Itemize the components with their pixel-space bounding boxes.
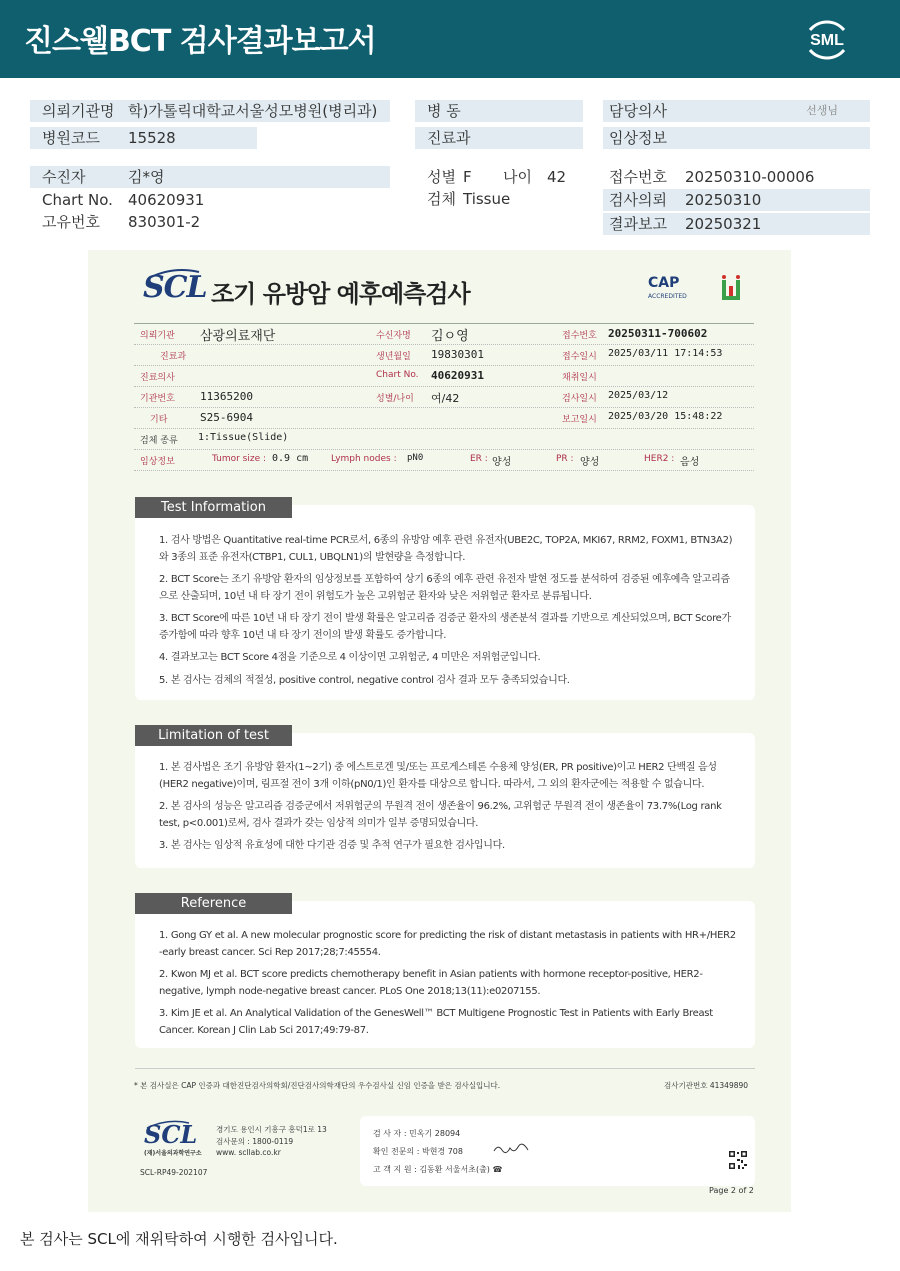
info-key: 검체 종류 [140, 436, 178, 446]
patient-row [30, 166, 390, 188]
page-title: 진스웰BCT 검사결과보고서 [24, 24, 376, 59]
info-key: 진료의사 [140, 373, 175, 383]
tester-line: 검 사 자 : 민옥기 28094 [373, 1129, 461, 1138]
info-key: 접수일시 [562, 352, 597, 362]
info-value: 20250311-700602 [608, 327, 708, 340]
info-value: 2025/03/12 [608, 390, 669, 401]
info-value: 양성 [492, 457, 512, 468]
table-row [134, 429, 754, 450]
request-value: 20250310 [685, 191, 762, 209]
test-info-box [135, 505, 755, 700]
form-number: SCL-RP49-202107 [140, 1168, 208, 1177]
scl-logo: SCL [143, 270, 207, 305]
doctor-suffix: 선생님 [806, 104, 838, 117]
footer-phone: 검사문의 : 1800-0119 [216, 1137, 294, 1146]
footer-address: 경기도 용인시 기흥구 흥덕1로 13 [216, 1125, 327, 1134]
footer-org: (재)서울의과학연구소 [144, 1150, 202, 1157]
test-info-item: 4. 결과보고는 BCT Score 4점을 기준으로 4 이상이면 고위험군, 4 미만은 저위험군입니다. [159, 652, 541, 663]
info-key: 수신자명 [376, 331, 411, 341]
test-info-item: 1. 검사 방법은 Quantitative real-time PCR로서, 6종의 유방암 예후 관련 유전자(UBE2C, TOP2A, MKI67, RRM2, FOXM1, BTN3A2)와 3종의 표준 유전자(CTBP1, CUL1, UBQLN1)의 발현량을 측정합니다. [159, 535, 733, 563]
info-value: S25-6904 [200, 411, 253, 424]
table-row [134, 324, 754, 345]
info-value: 0.9 cm [272, 453, 309, 464]
institution-label: 의뢰기관명 [42, 102, 115, 120]
cap-text: CAP [648, 275, 680, 291]
receipt-label: 접수번호 [609, 168, 667, 186]
request-label: 검사의뢰 [609, 191, 667, 209]
specimen-label: 검체 [427, 190, 456, 208]
report-info-table [134, 323, 754, 468]
info-key: 성별/나이 [376, 394, 414, 404]
lab-number: 검사기관번호 41349890 [664, 1081, 749, 1090]
svg-text:SML: SML [810, 32, 844, 49]
institution-row [30, 100, 390, 122]
reference-item: 1. Gong GY et al. A new molecular prognostic score for predicting the risk of distant metastasis in patients with HR+/HER2 -early breast cancer. Sci Rep 2017;28;7:45554. [159, 930, 736, 958]
dept-row [415, 127, 583, 149]
sex-age-row [427, 166, 587, 188]
reference-heading: Reference [135, 893, 292, 914]
limitation-item: 3. 본 검사는 임상적 유효성에 대한 다기관 검증 및 추적 연구가 필요한 검사입니다. [159, 840, 505, 851]
info-key: Chart No. [376, 370, 419, 380]
info-value: 음성 [680, 457, 700, 468]
result-label: 결과보고 [609, 215, 667, 233]
signature-image [492, 1142, 532, 1156]
page-number: Page 2 of 2 [709, 1186, 754, 1195]
cap-accredited-badge [648, 276, 718, 301]
info-key: 진료과 [160, 352, 187, 362]
info-key: ER : [470, 454, 488, 464]
sml-logo [800, 12, 854, 66]
info-key: Lymph nodes : [331, 454, 397, 464]
info-value: 여/42 [431, 392, 460, 405]
table-row [134, 408, 754, 429]
limitation-heading: Limitation of test [135, 725, 292, 746]
info-key: 생년월일 [376, 352, 411, 362]
info-key: 보고일시 [562, 415, 597, 425]
test-info-heading: Test Information [135, 497, 292, 518]
doctor-label: 담당의사 [609, 102, 667, 120]
info-key: 임상정보 [140, 457, 175, 467]
limitation-box [135, 733, 755, 868]
specimen-value: Tissue [463, 190, 511, 208]
doctor-row [603, 100, 870, 122]
info-value: 김ㅇ영 [431, 329, 469, 344]
hospital-code-value: 15528 [128, 129, 176, 147]
dept-label: 진료과 [427, 129, 471, 147]
info-value: 11365200 [200, 390, 253, 403]
uid-value: 830301-2 [128, 213, 201, 231]
sex-label: 성별 [427, 168, 456, 186]
hospital-code-label: 병원코드 [42, 129, 100, 147]
info-key: HER2 : [644, 454, 675, 464]
reference-item: 3. Kim JE et al. An Analytical Validation of the GenesWell™ BCT Multigene Prognostic Test in Patients with Early Breast Cancer. Korean J Clin Lab Sci 2017;49:79-87. [159, 1008, 713, 1036]
ward-row [415, 100, 583, 122]
cert-note: * 본 검사실은 CAP 인증과 대한진단검사의학회/진단검사의학재단의 우수검사실 신임 인증을 받은 검사실입니다. [134, 1081, 501, 1090]
info-value: pN0 [407, 453, 424, 463]
info-value: 2025/03/11 17:14:53 [608, 348, 723, 359]
qr-code-icon [728, 1150, 748, 1170]
confirm-line: 확인 전문의 : 박현경 708 [373, 1147, 463, 1156]
info-key: Tumor size : [212, 454, 267, 464]
limitation-item: 2. 본 검사의 성능은 알고리즘 검증군에서 저위험군의 무원격 전이 생존율이 96.2%, 고위험군 무원격 전이 생존율이 73.7%(Log rank test, p<0.001)로써, 검사 결과가 갖는 임상적 의미가 일부 증명되었습니다. [159, 801, 722, 829]
info-key: 의뢰기관 [140, 331, 175, 341]
clinical-row [603, 127, 870, 149]
info-key: PR : [556, 454, 574, 464]
chart-label: Chart No. [42, 191, 113, 209]
signature-box [360, 1116, 755, 1186]
ward-label: 병 동 [427, 102, 461, 120]
cap-sub: ACCREDITED [648, 293, 687, 300]
info-value: 2025/03/20 15:48:22 [608, 411, 723, 422]
info-value: 19830301 [431, 348, 484, 361]
reference-item: 2. Kwon MJ et al. BCT score predicts chemotherapy benefit in Asian patients with hormone receptor-positive, HER2-negative, lymph node-negative breast cancer. PLoS One 2018;13(11):e0207155. [159, 969, 703, 997]
info-key: 검사일시 [562, 394, 597, 404]
clinical-label: 임상정보 [609, 129, 667, 147]
info-value: 양성 [580, 457, 600, 468]
result-row [603, 213, 870, 235]
specimen-row [427, 188, 587, 210]
footer-website: www. scllab.co.kr [216, 1148, 281, 1157]
table-row [134, 450, 754, 471]
uid-label: 고유번호 [42, 213, 100, 231]
table-row [134, 345, 754, 366]
test-info-item: 5. 본 검사는 검체의 적절성, positive control, negative control 검사 결과 모두 충족되었습니다. [159, 675, 570, 686]
request-row [603, 189, 870, 211]
result-value: 20250321 [685, 215, 762, 233]
report-title: 조기 유방암 예후예측검사 [211, 280, 470, 308]
info-key: 채취일시 [562, 373, 597, 383]
test-info-item: 3. BCT Score에 따른 10년 내 타 장기 전이 발생 확률은 알고리즘 검증군 환자의 생존분석 결과를 기반으로 계산되었으며, BCT Score가 증가함에 따라 향후 10년 내 타 장기 전이의 발생 확률도 증가합니다. [159, 613, 731, 641]
age-value: 42 [547, 168, 567, 186]
footer-divider [135, 1068, 755, 1069]
info-key: 기타 [150, 415, 168, 425]
bottom-note: 본 검사는 SCL에 재위탁하여 시행한 검사입니다. [20, 1230, 338, 1248]
sex-value: F [463, 168, 472, 186]
info-value: 1:Tissue(Slide) [198, 432, 289, 443]
footer-scl-logo: SCL [144, 1120, 198, 1149]
institution-value: 학)가톨릭대학교서울성모병원(병리과) [128, 102, 378, 120]
scl-report [88, 250, 791, 1212]
support-line: 고 객 지 원 : 김동환 서울서초(출) ☎ [373, 1165, 503, 1174]
chart-row [30, 189, 330, 211]
info-value: 삼광의료재단 [200, 329, 276, 344]
patient-value: 김*영 [128, 168, 165, 186]
receipt-value: 20250310-00006 [685, 168, 815, 186]
info-value: 40620931 [431, 369, 484, 382]
reference-box [135, 901, 755, 1048]
age-label: 나이 [503, 168, 532, 186]
uid-row [30, 211, 330, 233]
table-row [134, 387, 754, 408]
quality-mark-icon [720, 274, 742, 302]
chart-value: 40620931 [128, 191, 205, 209]
test-info-item: 2. BCT Score는 조기 유방암 환자의 임상정보를 포함하여 상기 6종의 예후 관련 유전자 발현 정도를 분석하여 검증된 예후예측 알고리즘으로 산출되며, 10년 내 타 장기 전이 위험도가 높은 고위험군 환자와 낮은 저위험군 환자로 분류됩니다. [159, 574, 730, 602]
info-key: 접수번호 [562, 331, 597, 341]
limitation-item: 1. 본 검사법은 조기 유방암 환자(1~2기) 중 에스트로겐 및/또는 프로게스테론 수용체 양성(ER, PR positive)이고 HER2 단백질 음성(HER2 negative)이며, 림프절 전이 3개 이하(pN0/1)인 환자를 대상으로 합니다. 따라서, 그 외의 환자군에는 적용할 수 없습니다. [159, 762, 717, 790]
patient-label: 수진자 [42, 168, 86, 186]
hospital-code-row [30, 127, 257, 149]
report-header [0, 0, 900, 78]
receipt-row [603, 166, 870, 188]
table-row [134, 366, 754, 387]
info-key: 기관번호 [140, 394, 175, 404]
